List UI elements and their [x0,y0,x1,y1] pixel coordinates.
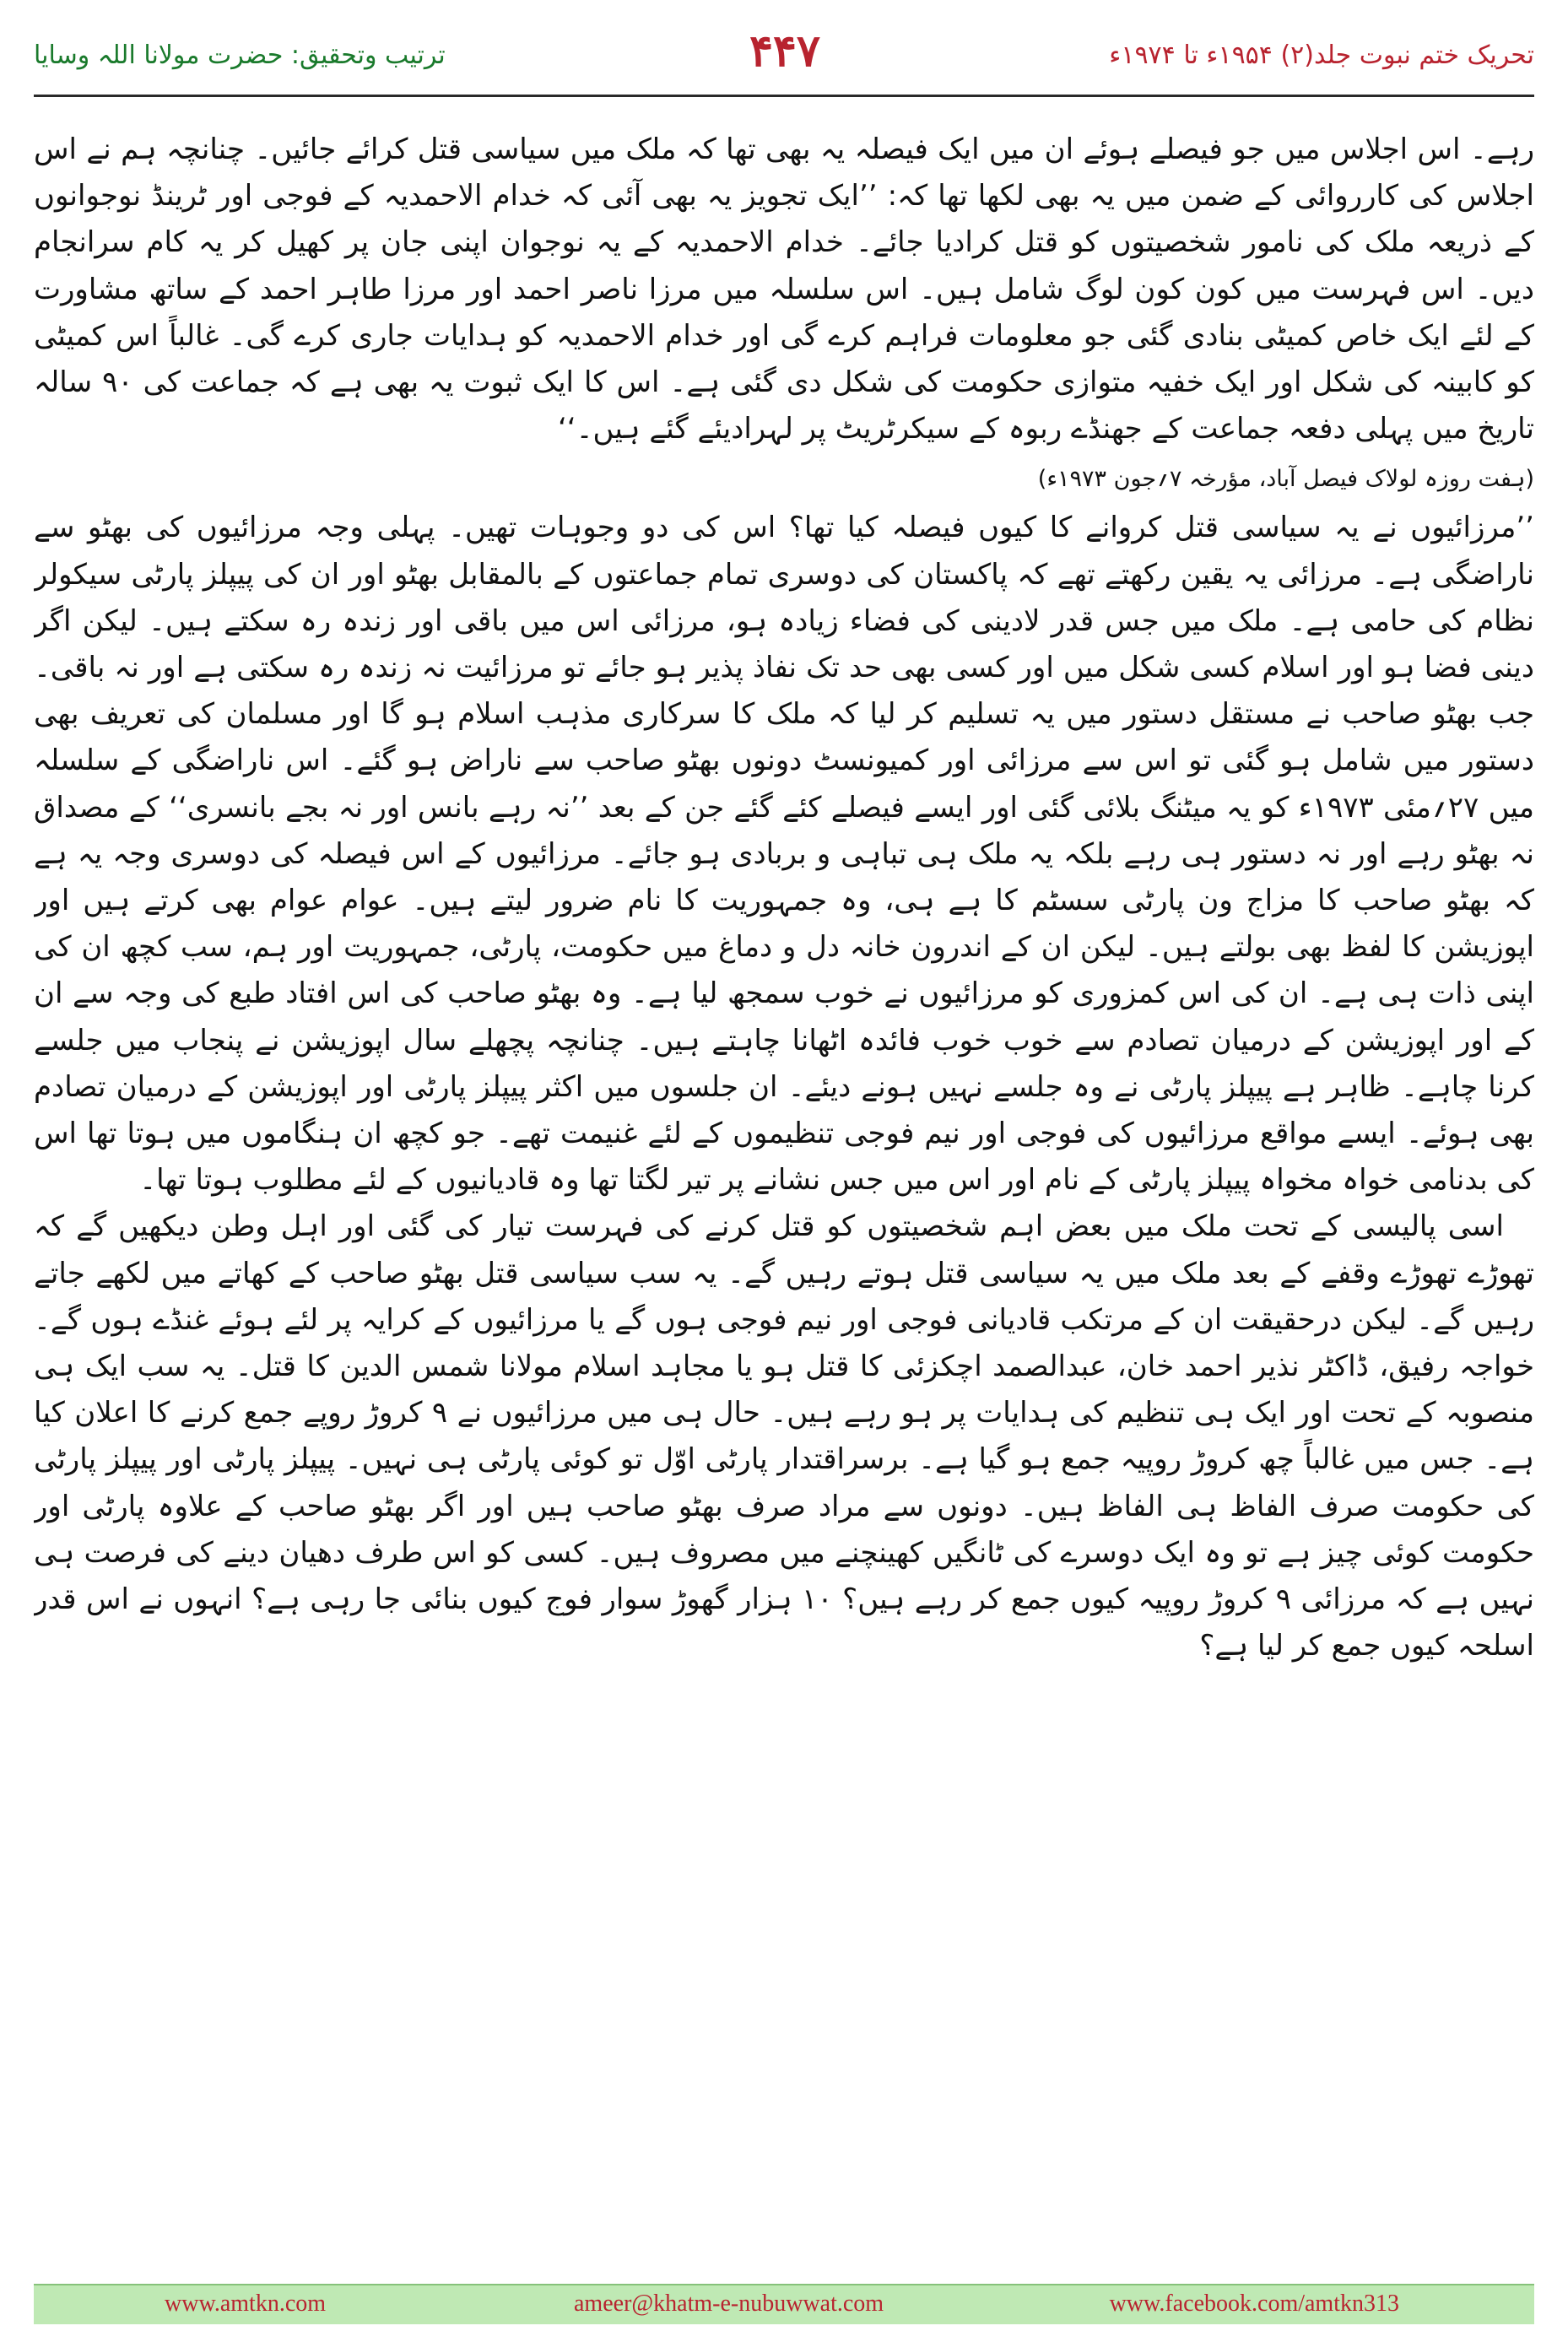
footer-website-link[interactable]: www.amtkn.com [165,2291,327,2317]
citation: (ہفت روزہ لولاک فیصل آباد، مؤرخہ ۷؍جون ۱۹۷۳ء) [1037,466,1534,493]
footer-facebook-link[interactable]: www.facebook.com/amtkn313 [1109,2291,1399,2317]
body-paragraph-2: ’’مرزائیوں نے یہ سیاسی قتل کروانے کا کیوں فیصلہ کیا تھا؟ اس کی دو وجوہات تھیں۔ پہلی وجہ مرزائیوں کی بھٹو سے ناراضگی ہے۔ مرزائی یہ یقین رکھتے تھے کہ پاکستان کی دوسری تمام جماعتوں کے بالمقابل بھٹو اور ان کی پیپلز پارٹی سیکولر نظام کی حامی ہے۔ ملک میں جس قدر لادینی کی فضاء زیادہ ہو، مرزائی اس میں باقی اور زندہ رہ سکتے ہیں۔ لیکن اگر دینی فضا ہو اور اسلام کسی شکل میں اور کسی بھی حد تک نفاذ پذیر ہو جائے تو مرزائیت نہ زندہ رہ سکتی ہے اور نہ باقی۔ جب بھٹو صاحب نے مستقل دستور میں یہ تسلیم کر لیا کہ ملک کا سرکاری مذہب اسلام ہو گا اور مسلمان کی تعریف بھی دستور میں شامل ہو گئی تو اس سے مرزائی اور کمیونسٹ دونوں بھٹو صاحب سے ناراض ہو گئے۔ اس ناراضگی کے سلسلہ میں ۲۷؍مئی ۱۹۷۳ء کو یہ میٹنگ بلائی گئی اور ایسے فیصلے کئے گئے جن کے بعد ’’نہ رہے بانس اور نہ بجے بانسری‘‘ کے مصداق نہ بھٹو رہے اور نہ دستور ہی رہے بلکہ یہ ملک ہی تباہی و بربادی ہو جائے۔ مرزائیوں کے اس فیصلہ کی دوسری وجہ یہ ہے کہ بھٹو صاحب کا مزاج ون پارٹی سسٹم کا ہے ہی، وہ جمہوریت کا نام ضرور لیتے ہیں۔ عوام عوام بھی کرتے ہیں اور اپوزیشن کا لفظ بھی بولتے ہیں۔ لیکن ان کے اندرون خانہ دل و دماغ میں حکومت، پارٹی، جمہوریت اور ہم، سب کچھ ان کی اپنی ذات ہی ہے۔ ان کی اس کمزوری کو مرزائیوں نے خوب سمجھ لیا ہے۔ وہ بھٹو صاحب کی اس افتاد طبع کی وجہ سے ان کے اور اپوزیشن کے درمیان تصادم سے خوب خوب فائدہ اٹھانا چاہتے ہیں۔ چنانچہ پچھلے سال اپوزیشن نے پنجاب میں جلسے کرنا چاہے۔ ظاہر ہے پیپلز پارٹی نے وہ جلسے نہیں ہونے دیئے۔ ان جلسوں میں اکثر پیپلز پارٹی اور اپوزیشن کے درمیان تصادم بھی ہوئے۔ ایسے مواقع مرزائیوں کی فوجی اور نیم فوجی تنظیموں کے لئے غنیمت تھے۔ جو کچھ ان ہنگاموں میں ہوتا تھا اس کی بدنامی خواہ مخواہ پیپلز پارٹی کے نام اور اس میں جس نشانے پر تیر لگتا تھا وہ قادیانیوں کے لئے مطلوب ہوتا تھا۔ [34,511,1534,1198]
page-number: ۴۴۷ [749,25,820,77]
header-divider [34,95,1534,97]
footer-email-link[interactable]: ameer@khatm-e-nubuwwat.com [574,2291,884,2317]
body-paragraph-1: رہے۔ اس اجلاس میں جو فیصلے ہوئے ان میں ایک فیصلہ یہ بھی تھا کہ ملک میں سیاسی قتل کرائے جائیں۔ چنانچہ ہم نے اس اجلاس کی کارروائی کے ضمن میں یہ بھی لکھا تھا کہ: ’’ایک تجویز یہ بھی آئی کہ خدام الاحمدیہ کے فوجی اور ٹرینڈ نوجوانوں کے ذریعہ ملک کی نامور شخصیتوں کو قتل کرادیا جائے۔ خدام الاحمدیہ کے یہ نوجوان اپنی جان پر کھیل کر یہ کام سرانجام دیں۔ اس فہرست میں کون کون لوگ شامل ہیں۔ اس سلسلہ میں مرزا ناصر احمد اور مرزا طاہر احمد کے ساتھ مشاورت کے لئے ایک خاص کمیٹی بنادی گئی جو معلومات فراہم کرے گی اور خدام الاحمدیہ کو ہدایات جاری کرے گی۔ غالباً اس کمیٹی کو کابینہ کی شکل اور ایک خفیہ متوازی حکومت کی شکل دی گئی ہے۔ اس کا ایک ثبوت یہ بھی ہے کہ جماعت کی ۹۰ سالہ تاریخ میں پہلی دفعہ جماعت کے جھنڈے ربوہ کے سیکرٹریٹ پر لہرادیئے گئے ہیں۔‘‘ [34,133,1534,446]
book-title: تحریک ختم نبوت جلد(۲) ۱۹۵۴ء تا ۱۹۷۴ء [1109,41,1534,70]
page-footer [34,2284,1534,2324]
page-body [34,127,1534,2232]
body-paragraph-3: اسی پالیسی کے تحت ملک میں بعض اہم شخصیتوں کو قتل کرنے کی فہرست تیار کی گئی اور اہل وطن دیکھیں گے کہ تھوڑے تھوڑے وقفے کے بعد ملک میں یہ سیاسی قتل ہوتے رہیں گے۔ یہ سب سیاسی قتل بھٹو صاحب کے کھاتے میں لکھے جاتے رہیں گے۔ لیکن درحقیقت ان کے مرتکب قادیانی فوجی اور نیم فوجی ہوں گے یا مرزائیوں کے کرایہ پر لئے ہوئے غنڈے ہوں گے۔ خواجہ رفیق، ڈاکٹر نذیر احمد خان، عبدالصمد اچکزئی کا قتل ہو یا مجاہد اسلام مولانا شمس الدین کا قتل۔ یہ سب ایک ہی منصوبہ کے تحت اور ایک ہی تنظیم کی ہدایات پر ہو رہے ہیں۔ حال ہی میں مرزائیوں نے ۹ کروڑ روپے جمع کرنے کا اعلان کیا ہے۔ جس میں غالباً چھ کروڑ روپیہ جمع ہو گیا ہے۔ برسراقتدار پارٹی اوّل تو کوئی پارٹی ہی نہیں۔ پیپلز پارٹی اور پیپلز پارٹی کی حکومت صرف الفاظ ہی الفاظ ہیں۔ دونوں سے مراد صرف بھٹو صاحب ہیں اور اگر بھٹو صاحب کے علاوہ پارٹی اور حکومت کوئی چیز ہے تو وہ ایک دوسرے کی ٹانگیں کھینچنے میں مصروف ہیں۔ کسی کو اس طرف دھیان دینے کی فرصت ہی نہیں ہے کہ مرزائی ۹ کروڑ روپیہ کیوں جمع کر رہے ہیں؟ ۱۰ ہزار گھوڑ سوار فوج کیوں بنائی جا رہی ہے؟ انہوں نے اس قدر اسلحہ کیوں جمع کر لیا ہے؟ [34,1209,1534,1663]
page-header [34,25,1534,93]
compiler-credit: ترتیب وتحقیق: حضرت مولانا اللہ وسایا [34,41,446,70]
